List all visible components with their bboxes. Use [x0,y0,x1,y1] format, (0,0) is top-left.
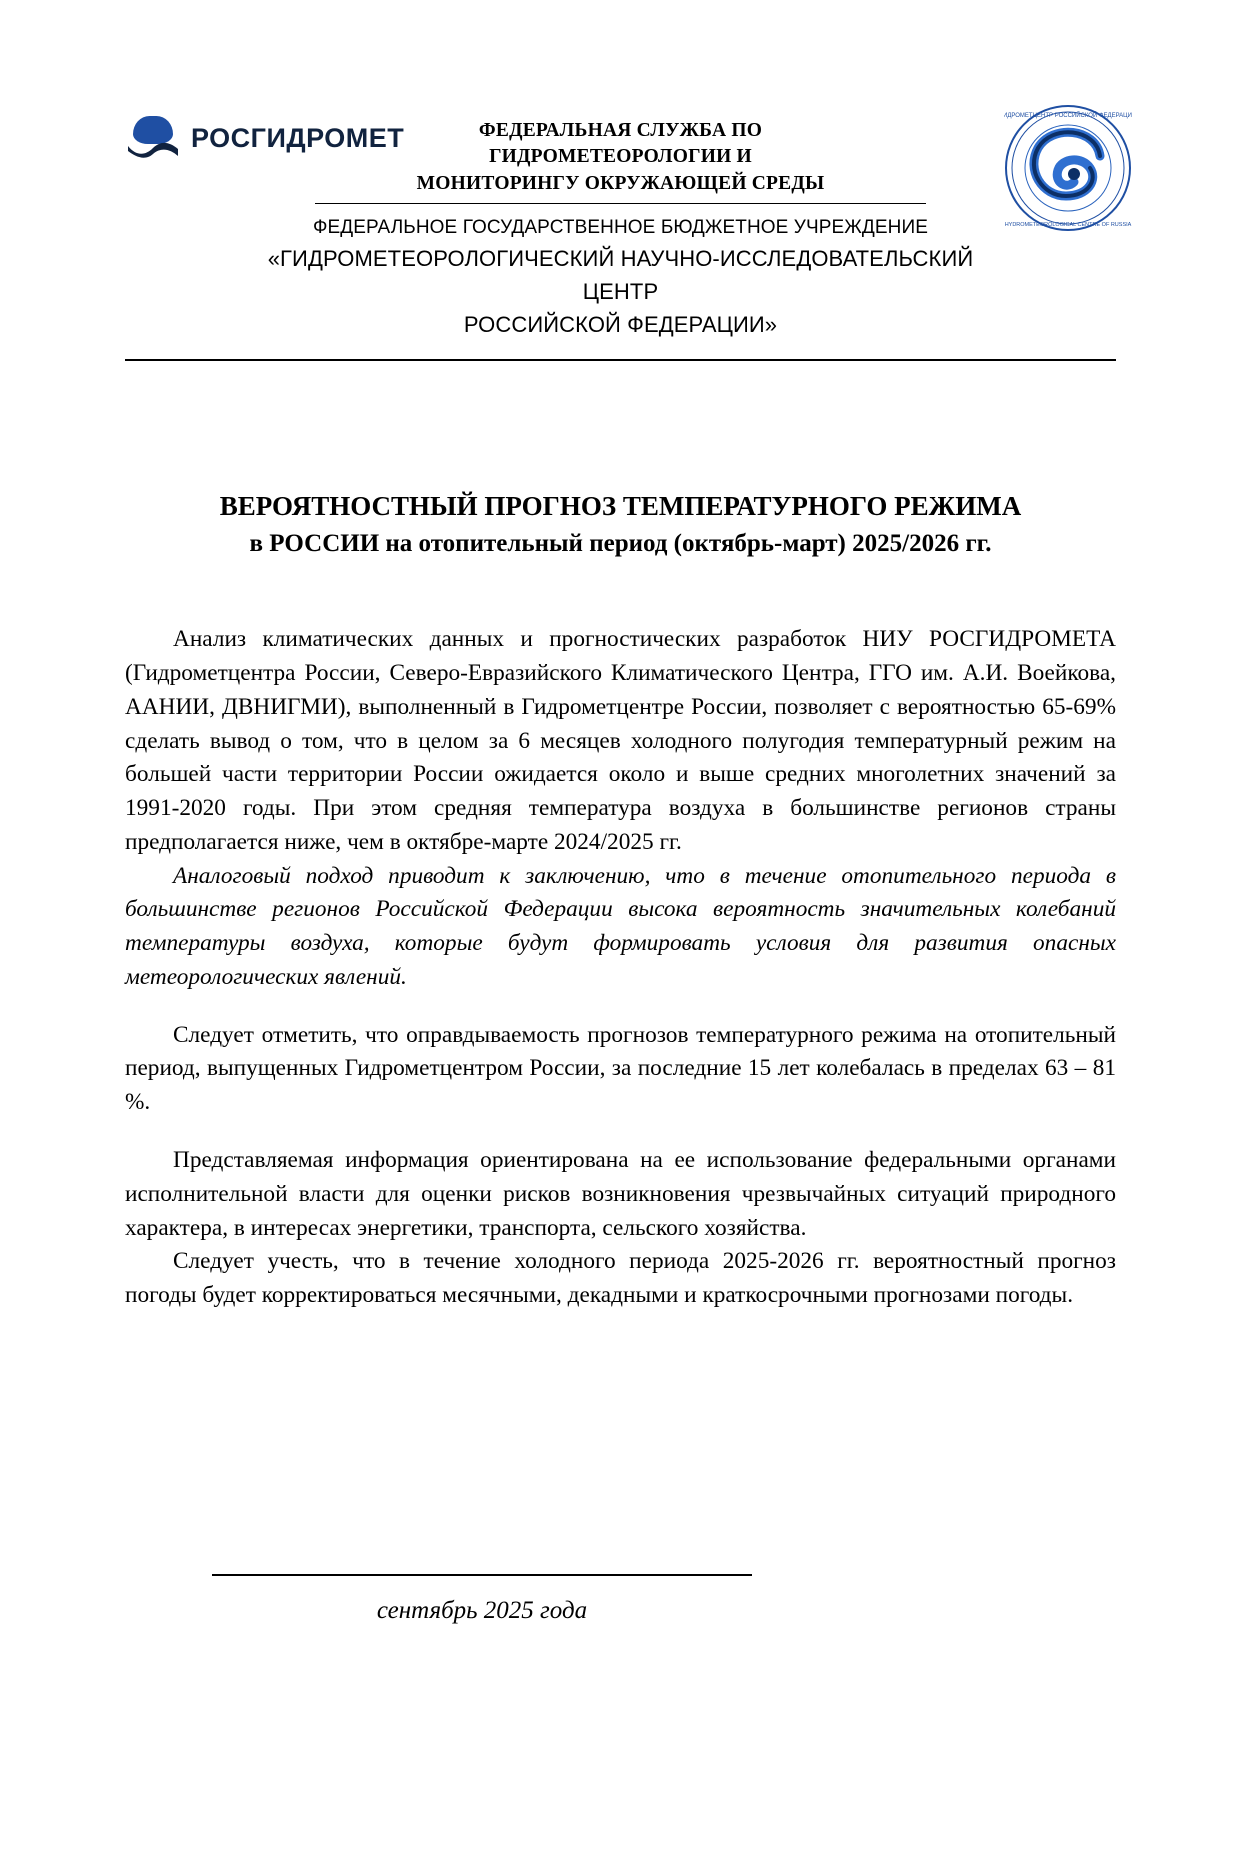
rosgidromet-logo [125,116,404,160]
rosgidromet-logo-text: РОСГИДРОМЕТ [191,122,405,153]
document-body [125,623,1116,1313]
agency-title-line2: МОНИТОРИНГУ ОКРУЖАЮЩЕЙ СРЕДЫ [416,172,825,194]
paragraph-5: Следует учесть, что в течение холодного периода 2025-2026 гг. вероятностный прогноз погоды будет корректироваться месячными, декадными и краткосрочными прогнозами погоды. [125,1248,1116,1309]
svg-text:ГИДРОМЕТЦЕНТР РОССИЙСКОЙ ФЕДЕР: ГИДРОМЕТЦЕНТР РОССИЙСКОЙ ФЕДЕРАЦИИ [1004,113,1132,119]
paragraph-3: Следует отметить, что оправдываемость прогнозов температурного режима на отопительный период, выпущенных Гидрометцентром России, за последние 15 лет колебалась в пределах 63 – 81 %. [125,1021,1116,1116]
agency-title-line1: ФЕДЕРАЛЬНАЯ СЛУЖБА ПО ГИДРОМЕТЕОРОЛОГИИ И [478,120,763,168]
header-divider-thin [315,203,926,204]
paragraph-4: Представляемая информация ориентирована на ее использование федеральными органами исполнительной власти для оценки рисков возникновения чрезвычайных ситуаций природного характера, в интересах энергетики, транспорта, сельского хозяйства. [125,1146,1116,1241]
footer-divider [212,1574,752,1576]
hydrometcentre-seal-icon [1004,104,1132,232]
paragraph-2: Аналоговый подход приводит к заключению, что в течение отопительного периода в большинстве регионов Российской Федерации высока вероятность значительных колебаний температуры воздуха, которые будут формировать условия для развития опасных метеорологических явлений. [125,862,1116,990]
institution-title [245,214,996,342]
page-title-line1: ВЕРОЯТНОСТНЫЙ ПРОГНОЗ ТЕМПЕРАТУРНОГО РЕЖИМА [219,491,1022,522]
paragraph-1: Анализ климатических данных и прогностических разработок НИУ РОСГИДРОМЕТА (Гидрометцентра России, Северо-Евразийского Климатического Центра, ГГО им. А.И. Воейкова, ААНИИ, ДВНИГМИ), выполненный в Гидрометцентре России, позволяет с вероятностью 65-69% сделать вывод о том, что в целом за 6 месяцев холодного полугодия температурный режим на большей части территории России ожидается около и выше средних многолетних значений за 1991-2020 годы. При этом средняя температура воздуха в большинстве регионов страны предполагается ниже, чем в октябре-марте 2024/2025 гг. [125,626,1116,855]
page-title [125,487,1116,561]
header-divider-thick [125,359,1116,361]
institution-title-line2: «ГИДРОМЕТЕОРОЛОГИЧЕСКИЙ НАУЧНО-ИССЛЕДОВАТЕЛЬСКИЙ ЦЕНТР [267,246,974,305]
document-header [125,104,1132,341]
document-page [0,104,1241,1859]
institution-title-line1: ФЕДЕРАЛЬНОЕ ГОСУДАРСТВЕННОЕ БЮДЖЕТНОЕ УЧРЕЖДЕНИЕ [312,216,929,238]
institution-title-line3: РОССИЙСКОЙ ФЕДЕРАЦИИ» [463,312,778,338]
footer-date: сентябрь 2025 года [376,1597,588,1624]
rosgidromet-logo-icon [125,116,181,160]
page-title-line2: в РОССИИ на отопительный период (октябрь-март) 2025/2026 гг. [249,529,992,557]
svg-text:HYDROMETEOROLOGICAL CENTRE OF: HYDROMETEOROLOGICAL CENTRE OF RUSSIA [1004,222,1132,228]
